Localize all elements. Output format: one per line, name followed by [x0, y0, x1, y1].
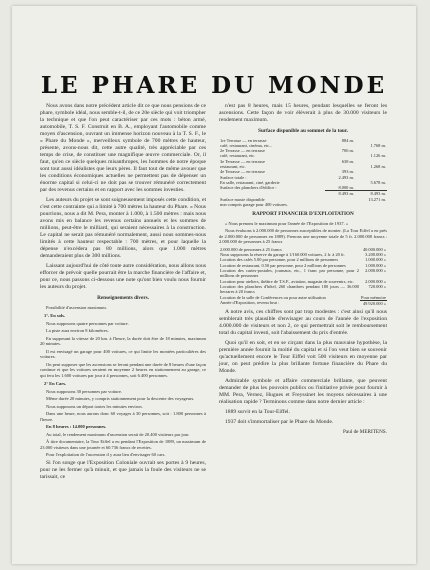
- paragraph: Laissant aujourd'hui de côté toute autre considération, nous allons nous efforcer de prévoir quelle pourrait être la marche financière de l'affaire et, pour ce, nous passons ci-dessous une note qu'ont bien voulu nous fournir les auteurs du projet.: [40, 263, 206, 290]
- text-line: Nous évaluons à 2.000.000 de personnes susceptibles de monter. (La Tour Eiffel a eu près de 2.000.000 de personnes en 1889). Prenons une moyenne totale de 5 fr. 2.000.000 francs : 2.000.000 de personnes à 25 francs: [219, 228, 387, 245]
- table-cell: 1.000.000 »: [365, 257, 386, 263]
- table-cell: Surface des planchers d'édifice :: [220, 185, 277, 191]
- text-line: En supposant la vitesse de 20 km. à l'heure, la durée doit être de 18 minutes, maximum 20 minutes.: [40, 335, 206, 346]
- table-cell: non compris garage pour 400 voitures.: [220, 202, 288, 208]
- table-cell: Location des planchers d'hôtel, 260 chambres pendant 180 jours — 36.000 hectares à 20 francs: [220, 283, 359, 295]
- table-cell: 8.493 m.: [325, 191, 355, 197]
- table-cell: 1.000.000 »: [365, 262, 386, 268]
- table-cell: 1.768 m.: [370, 142, 386, 148]
- table-cell: 2.000.000 »: [365, 268, 386, 274]
- text-line: Dans une heure, nous aurons donc 60 voyages à 30 personnes, soit : 1.800 personnes à l'heure.: [40, 411, 206, 422]
- table-row: [219, 202, 387, 207]
- table-row: [219, 300, 387, 306]
- text-line: À titre documentaire, la Tour Eiffel a eu pendant l'Exposition de 1889, un maximum de 23.000 visiteurs dans une journée et 60.736 francs de recettes.: [40, 439, 206, 450]
- table-cell: 13.271 m.: [368, 196, 386, 202]
- paragraph: 1937 doit s'immortaliser par le Phare du Monde.: [225, 419, 334, 426]
- text-line: On peut supposer que les ascensions se feront pendant une durée de 8 heures d'une façon continue et que les voitures seraient en moyenne 2 heures en stationnement au garage, ce qui fera les 1.600 voitures par jour à 4 personnes, soit 6.400 personnes.: [40, 361, 206, 378]
- paragraph: Si l'on songe que l'Exposition Coloniale ouvrait ses portes à 9 heures, pour ne les fermer qu'à minuit, et que jamais la foule des visiteurs ne se tarissait, ce: [40, 459, 206, 480]
- table-cell: Pour mémoire: [361, 294, 386, 300]
- text-line: La piste aura environ 8 kilomètres.: [46, 328, 109, 333]
- table-cell: 638 m.: [341, 158, 354, 164]
- rapport-intro: [219, 221, 387, 245]
- table-cell: 2.000.000 »: [365, 278, 386, 284]
- table-cell: 884 m.: [341, 137, 354, 143]
- table-cell: 2e Terrasse — en terrasse: [220, 148, 265, 154]
- document-page: [12, 6, 416, 564]
- paragraph: Nous avons dans notre précédent article dit ce que nous pensions de ce phare, symbole idéal, nous semble-t-il, de ce 20e siècle qui voit triompher la technique et que l'on peut caractériser par ces mots : béton armé, automobile, T. S. F. Construit en B. A., employant l'automobile comme moyen d'ascension, ouvrant un immense horizon nouveau à la T. S. F., le « Phare du Monde », merveilleux symbole de 700 mètres de hauteur, présente, avons-nous dit, cette autre qualité, très appréciable par ces temps de crise, de constituer une magnifique œuvre commerciale. Or, il faut, qu'en ce siècle quelques misanthropes, les hommes de notre époque sont tout aussi idéalistes que leurs pères. Il faut tout de même avouer que les conditions économiques actuelles ne permettent pas de dépenser un énorme capital si celui-ci ne doit pas se trouver rémunéré correctement par des revenus certains et en rapport avec les sommes investies.: [40, 103, 206, 193]
- signature: Paul de MERITENS.: [343, 429, 387, 436]
- table-row: [219, 284, 387, 295]
- text-line: Pour l'exploitation de l'ascension il y aura lieu d'envisager 60 cars.: [46, 452, 166, 457]
- subheading: 1°. En sols.: [44, 313, 66, 318]
- table-cell: 3e Terrasse — en terrasse: [220, 158, 265, 164]
- text-line: Il est envisagé un garage pour 400 voitures, ce qui limite les montées particulières des voitures.: [40, 348, 206, 359]
- text-line: « Nous prenons le maximum pour l'année de l'Exposition de 1937. »: [225, 220, 349, 226]
- table-cell: 8.000 m.: [338, 185, 354, 191]
- table-cell: café, restaurant, cinéma, etc...: [220, 142, 273, 148]
- left-column: [40, 103, 206, 484]
- table-cell: Location des cafés 5.00 par personne, pour 2 millions de personnes: [220, 257, 339, 263]
- text-line: Même durée 20 minutes, y compris stationnement pour la descente des voyageurs.: [46, 396, 195, 401]
- table-cell: 40.000.000 »: [362, 246, 386, 252]
- text-line: Nous supposons 30 personnes par voiture.: [46, 388, 122, 394]
- paragraph: 1889 survit en la Tour-Eiffel.: [225, 409, 291, 416]
- table-cell: 706 m.: [341, 148, 354, 154]
- paragraph: n'est pas 8 heures, mais 15 heures, pendant lesquelles se feront les ascensions. Cette façon de voir élèverait à plus de 30.000 visiteurs le rendement maximum.: [219, 103, 387, 123]
- right-column: [219, 103, 387, 436]
- table-cell: 2.493 m.: [338, 174, 354, 180]
- table-cell: Location des cartes-postales, journaux, etc., 1 franc par personne, pour 2 millions de personnes: [220, 268, 359, 279]
- section-heading: Surface disponible au sommet de la tour.: [258, 128, 348, 134]
- table-cell: Surface totale :: [220, 174, 247, 180]
- text-line: Nous supposons quatre personnes par voiture.: [46, 320, 129, 326]
- surfaces-table: [219, 138, 387, 208]
- paragraph: Quoi qu'il en soit, et en se cirçant dans la plus mauvaise hypothèse, la première année fournit la moitié du capital et si l'on veut bien se souvenir qu'actuellement encore le Tour Eiffel voit 500 visiteurs en moyenne par jour, on peut prédire la plus brillante fortune financière du Phare du Monde.: [219, 340, 387, 375]
- text-line: En 8 heures : 14.000 personnes.: [46, 424, 107, 429]
- table-cell: restaurant, etc.: [220, 163, 246, 169]
- table-cell: Surface maxie disponible: [220, 196, 265, 202]
- table-cell: 1re Terrasse — en terrasse: [220, 137, 267, 143]
- text-line: Nous supposons un départ toutes les minutes environ.: [46, 403, 143, 409]
- table-cell: Location de restaurant, 0.50 par personne, pour 2 millions de personnes: [220, 262, 346, 268]
- subheading: 2° En Cars.: [44, 381, 67, 386]
- table-cell: 2.000.000 de personnes à 25 francs: [220, 246, 282, 252]
- table-cell: café, restaurant, etc.: [220, 153, 256, 159]
- table-cell: 8.493 m.: [355, 191, 387, 197]
- section-heading: RAPPORT FINANCIER D'EXPLOITATION: [252, 211, 354, 218]
- subheading: Possibilité d'ascension maximum.: [46, 304, 107, 310]
- table-cell: Année d'Exposition, revenu brut :: [220, 300, 280, 306]
- text-line: Au total, le rendement maximum d'ascension serait de 20.400 visiteurs par jour.: [46, 431, 190, 437]
- renseignements-block: [40, 305, 206, 458]
- table-cell: 3.200.000 »: [365, 252, 386, 258]
- table-cell: 393 m.: [341, 169, 354, 175]
- table-cell: Location de la salle de Conférences ou pour autre utilisation: [220, 294, 326, 300]
- table-cell: 49.920.000 »: [360, 300, 387, 306]
- table-cell: 1.268 m.: [370, 163, 386, 169]
- paragraph: Les auteurs du projet se sont soigneusement imposés cette condition, et c'est cette contrainte qui a limité à 700 mètres la hauteur du Phare. « Nous pourrions, nous a dit M. Pera, monter à 1.000, à 1.500 mètres : mais nous avons mis en balance les revenus certains annuels et les sommes de millions, peut-être le milliard, qui seraient nécessaires à la construction. Le capital ne serait pas rémunéré normalement, aussi nous sommes-nous limités à cette hauteur respectable : 700 mètres, et pour laquelle la dépense n'excédera pas 80 millions, alors que 1.000 mètres demanderaient plus de 300 millions.: [40, 197, 206, 259]
- page-title: LE PHARE DU MONDE: [40, 72, 388, 99]
- rapport-table: [219, 247, 387, 306]
- section-heading: Renseignements divers.: [97, 295, 149, 301]
- table-cell: 4e Terrasse — en terrasse: [220, 169, 265, 175]
- table-cell: Location pour ateliers, théâtre de T.S.F., aviation, magasin de souvenirs, etc.: [220, 278, 354, 284]
- table-row: [219, 268, 387, 279]
- table-cell: 5.678 m.: [370, 179, 386, 185]
- table-cell: 720.000 »: [368, 283, 386, 289]
- paragraph: Admirable symbole et affaire commerciale brillante, que peuvent demander de plus les pouvoirs publics ou l'initiative privée pour fournir à MM. Pera, Vernez, Hugues et Freyssinet les moyens nécessaires à une réalisation rapide ? Terminons comme dans notre dernier article :: [219, 378, 387, 406]
- paragraph: A notre avis, ces chiffres sont par trop modestes : c'est ainsi qu'il nous semblerait très plausible d'envisager au cours de l'année de l'exposition 4.000.000 de visiteurs et non 2, ce qui permettrait soit le remboursement total du capital investi, soit l'abaissement du prix d'entrée.: [219, 309, 387, 337]
- table-cell: Nous supposons la réserve du garage à 1/160.000 voitures, 2 fr. à 20 fr.: [220, 252, 345, 258]
- table-cell: 1.126 m.: [370, 153, 386, 159]
- table-cell: En salle, restaurant, ciné, garderie: [220, 179, 280, 185]
